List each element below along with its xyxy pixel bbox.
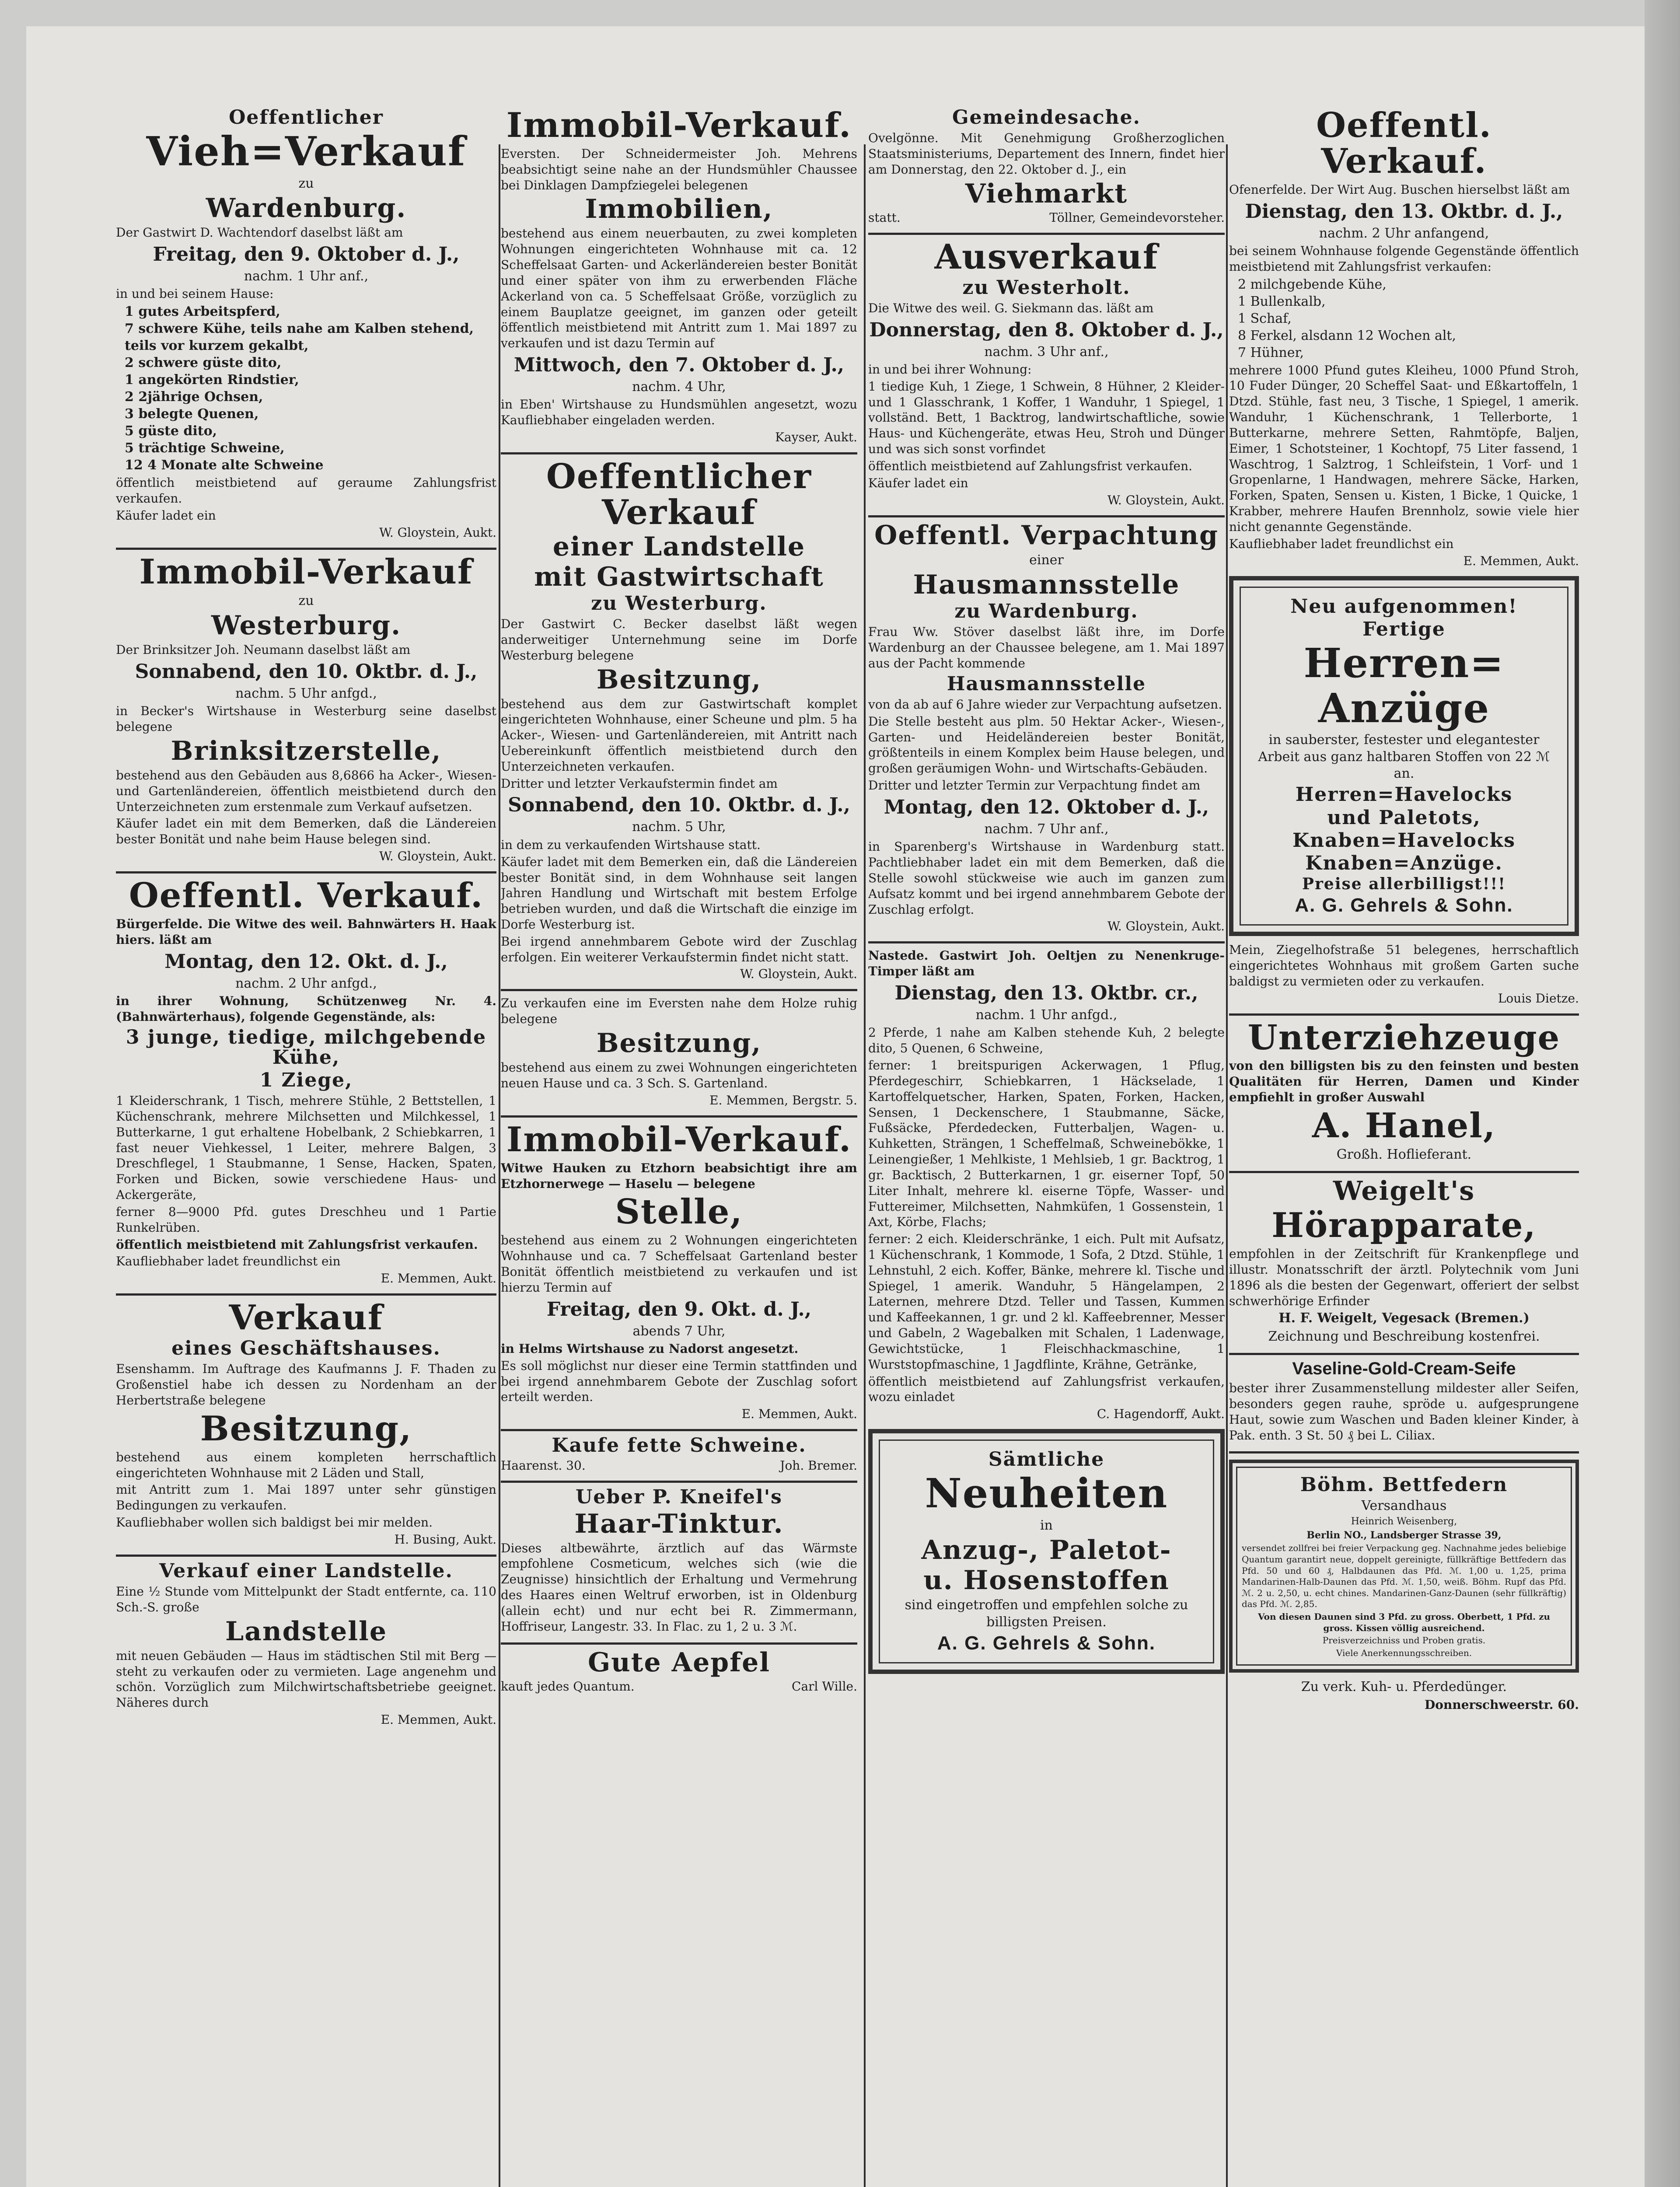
ad-text: öffentlich meistbietend auf Zahlungsfrist verkaufen. — [868, 458, 1193, 473]
ad-time: nachm. 2 Uhr anfgd., — [235, 975, 377, 991]
ad-text: Kaufliebhaber wollen sich baldigst bei mir melden. — [116, 1515, 433, 1530]
ad-hoerapparate — [1229, 1177, 1579, 1345]
ad-text: in Helms Wirtshause zu Nadorst angesetzt. — [501, 1341, 799, 1356]
ad-time: abends 7 Uhr, — [632, 1323, 726, 1339]
ad-gute-aepfel — [501, 1649, 857, 1694]
ad-text: Eine ½ Stunde vom Mittelpunkt der Stadt entfernte, ca. 110 Sch.-S. große — [116, 1584, 496, 1614]
ad-text: zu — [298, 593, 314, 608]
ad-text: mit neuen Gebäuden — Haus im städtischen Stil mit Berg — steht zu verkaufen oder zu vermieten. Lage angenehm und schön. Vorzüglich zum Milchwirtschaftsbetriebe geeignet. Näheres durch — [116, 1648, 496, 1710]
ad-title: Gemeindesache. — [952, 106, 1141, 129]
ad-text: bester ihrer Zusammenstellung mildester aller Seifen, besonders gegen rauhe, spröde u. aufgesprungene Haut, sowie zum Waschen und Baden kleiner Kinder, à Pak. enth. 3 St. 50 ₰ bei L. Ciliax. — [1229, 1381, 1579, 1443]
ad-text: sind eingetroffen und empfehlen solche zu billigsten Preisen. — [905, 1597, 1188, 1630]
ad-wohnhaus-dietze — [1229, 942, 1579, 1005]
ad-signature: H. Busing, Aukt. — [394, 1532, 496, 1547]
ad-subtitle: u. Hosenstoffen — [923, 1565, 1170, 1596]
ad-text: in und bei seinem Hause: — [116, 286, 274, 301]
list-item: 1 angekörten Rindstier, — [125, 372, 299, 388]
ad-kicker: Weigelt's — [1333, 1176, 1475, 1207]
ad-text: Der Brinksitzer Joh. Neumann daselbst läßt am — [116, 642, 411, 657]
ad-text: Von diesen Daunen sind 3 Pfd. zu gross. Oberbett, 1 Pfd. zu gross. Kissen völlig ausreichend. — [1258, 1611, 1550, 1633]
ad-time: nachm. 1 Uhr anf., — [244, 269, 369, 284]
divider — [501, 1642, 857, 1645]
ad-date: Montag, den 12. Oktober d. J., — [884, 796, 1209, 818]
list-item: 1 Bullenkalb, — [1238, 293, 1326, 309]
ad-text: in ihrer Wohnung, Schützenweg Nr. 4. (Bahnwärterhaus), folgende Gegenstände, als: — [116, 993, 496, 1024]
ad-signature: E. Memmen, Aukt. — [741, 1407, 857, 1422]
ad-signature: E. Memmen, Aukt. — [381, 1712, 496, 1727]
ad-place: Westerburg. — [211, 610, 401, 641]
ad-text: Dritter und letzter Termin zur Verpachtung findet am — [868, 778, 1201, 793]
ad-text: Der Gastwirt D. Wachtendorf daselbst läßt am — [116, 225, 403, 240]
ad-oeffentl-verkauf-ofenerfelde — [1229, 105, 1579, 568]
ad-kicker: Sämtliche — [988, 1448, 1105, 1471]
ad-date: Dienstag, den 13. Oktbr. d. J., — [1245, 200, 1563, 223]
list-item: 5 güste dito, — [125, 423, 217, 439]
ad-text: in — [1040, 1518, 1053, 1534]
list-item: 8 Ferkel, alsdann 12 Wochen alt, — [1238, 328, 1456, 343]
ad-subtitle: Versandhaus — [1361, 1498, 1447, 1513]
ad-highlight: 1 Ziege, — [259, 1069, 353, 1091]
ad-address: Berlin NO., Landsberger Strasse 39, — [1306, 1530, 1502, 1541]
ad-signature: W. Gloystein, Aukt. — [379, 849, 496, 863]
divider — [1229, 1451, 1579, 1453]
divider — [501, 989, 857, 991]
ad-text: bestehend aus den Gebäuden aus 8,6866 ha Acker-, Wiesen- und Gartenländereien, öffentlich meistbietend durch den Unterzeichneten zum erstenmale zum Verkauf aufsetzen. — [116, 768, 496, 814]
ad-subtitle: Anzug-, Paletot- — [921, 1535, 1172, 1566]
ad-text: Zeichnung und Beschreibung kostenfrei. — [1268, 1328, 1540, 1344]
divider — [116, 548, 496, 550]
ad-text: Witwe Hauken zu Etzhorn beabsichtigt ihre am Etzhornerwege — Haselu — belegene — [501, 1160, 857, 1191]
ad-text: Zu verkaufen eine im Eversten nahe dem Holze ruhig belegene — [501, 996, 857, 1027]
ad-subtitle: Knaben=Havelocks — [1292, 829, 1516, 852]
ad-subtitle: Hausmannsstelle — [913, 569, 1180, 600]
ad-date: Donnerstag, den 8. Oktober d. J., — [869, 318, 1224, 341]
ad-text: Ofenerfelde. Der Wirt Aug. Buschen hierselbst läßt am — [1229, 182, 1570, 197]
ad-date: Montag, den 12. Okt. d. J., — [164, 950, 448, 973]
ad-subtitle: Herren=Havelocks — [1295, 783, 1513, 806]
divider — [116, 1293, 496, 1296]
ad-signature: E. Memmen, Aukt. — [381, 1271, 496, 1286]
ad-kicker: Ueber P. Kneifel's — [576, 1486, 782, 1509]
ad-unterziehzeuge — [1229, 1017, 1579, 1163]
ad-text: ferner: 1 breitspurigen Ackerwagen, 1 Pflug, Pferdegeschirr, Schiebkarren, 1 Häckselade, 1 Kartoffelquetscher, Harken, Spaten, Forken, Hacken, Sensen, 1 Deckenschere, 1 Staubmanne, Säcke, Fußsäcke, Pferdedecken, Futterbaljen, Wagen- u. Kuhketten, Strängen, 1 Scheffelmaß, Schweinebökke, 1 Leinengießer, 1 Mehlkiste, 1 Mehlsieb, 1 gr. Backtrog, 1 gr. Backtisch, 2 Butterkarnen, 1 gr. eiserner Topf, 50 Liter Inhalt, mehrere kl. eiserne Töpfe, Wasser- und Futtereimer, Milchsetten, Nahmküfen, 1 Gossenstein, 1 Axt, Körbe, Flachs; — [868, 1058, 1225, 1230]
list-item: 2 milchgebende Kühe, — [1238, 276, 1387, 292]
ad-text: öffentlich meistbietend mit Zahlungsfrist verkaufen. — [116, 1237, 478, 1252]
ad-title: Hörapparate, — [1271, 1205, 1537, 1246]
ad-title: Oeffentl. Verpachtung — [874, 520, 1219, 551]
ad-duenger — [1229, 1679, 1579, 1712]
ad-vaseline-seife — [1229, 1359, 1579, 1443]
ad-oeffentl-verkauf-buergerfelde — [116, 878, 496, 1286]
ad-text: in dem zu verkaufenden Wirtshause statt. — [501, 837, 761, 852]
ad-signature: W. Gloystein, Aukt. — [740, 967, 857, 982]
ad-text: Ovelgönne. Mit Genehmigung Großherzoglichen Staatsministeriums, Departement des Innern, findet hier am Donnerstag, den 22. Oktober d. J., ein — [868, 131, 1225, 177]
divider — [501, 1481, 857, 1483]
ad-verkauf-geschaeftshaus — [116, 1300, 496, 1547]
ad-title: Vaseline-Gold-Cream-Seife — [1292, 1359, 1516, 1379]
ad-place: zu Westerburg. — [591, 592, 767, 615]
ad-object: Brinksitzerstelle, — [171, 735, 442, 766]
ad-text: in und bei ihrer Wohnung: — [868, 362, 1032, 377]
ad-title: Herren= — [1303, 639, 1505, 687]
divider — [501, 1429, 857, 1431]
ad-title: Gute Aepfel — [587, 1647, 771, 1678]
ad-signature: Louis Dietze. — [1498, 991, 1579, 1006]
ad-text: Viele Anerkennungsschreiben. — [1336, 1647, 1472, 1658]
ad-time: nachm. 4 Uhr, — [632, 379, 726, 395]
ad-place: Wardenburg. — [206, 193, 407, 224]
ad-text: in Becker's Wirtshause in Westerburg seine daselbst belegene — [116, 704, 496, 734]
ad-immobil-eversten — [501, 105, 857, 445]
divider — [501, 1115, 857, 1118]
ad-text: in sauberster, festester und elegantester Arbeit aus ganz haltbaren Stoffen von 22 ℳ an. — [1258, 732, 1550, 781]
ad-gemeindesache — [868, 108, 1225, 225]
ad-title: Verkauf einer Landstelle. — [159, 1559, 453, 1582]
ad-title: Unterziehzeuge — [1247, 1017, 1561, 1058]
ad-firm: A. Hanel, — [1312, 1105, 1496, 1146]
ad-text: 1 Kleiderschrank, 1 Tisch, mehrere Stühle, 2 Bettstellen, 1 Küchenschrank, mehrere Milchsetten und Milchkessel, 1 Butterkarne, 1 gut erhaltene Hobelbank, 2 Schiebkarren, 1 fast neuer Viehkessel, 1 Leiter, mehrere Balgen, 3 Dreschflegel, 1 Staubmanne, 1 Sense, Hacken, Spaten, Forken und Bicken, sowie verschiedene Haus- und Ackergeräte, — [116, 1094, 496, 1202]
ad-object: Viehmarkt — [965, 178, 1128, 209]
ad-title: Anzüge — [1318, 684, 1490, 732]
ad-title: Oeffentlicher Verkauf — [546, 457, 812, 532]
ad-title: Kaufe fette Schweine. — [552, 1434, 807, 1457]
ad-date: Dienstag, den 13. Oktbr. cr., — [894, 982, 1198, 1004]
list-item: 7 schwere Kühe, teils nahe am Kalben stehend, teils vor kurzem gekalbt, — [125, 321, 474, 354]
ad-text: Käufer ladet ein — [116, 508, 216, 523]
ad-object: Hausmannsstelle — [947, 672, 1146, 695]
ad-text: von den billigsten bis zu den feinsten und besten Qualitäten für Herren, Damen und Kinder empfiehlt in großer Auswahl — [1229, 1059, 1579, 1105]
ad-date: Mittwoch, den 7. Oktober d. J., — [513, 354, 845, 376]
ad-time: nachm. 3 Uhr anf., — [984, 344, 1109, 360]
ad-title: Verkauf — [229, 1298, 384, 1338]
ad-date: Sonnabend, den 10. Oktbr. d. J., — [508, 794, 850, 817]
ad-text: Dritter und letzter Verkaufstermin findet am — [501, 776, 778, 791]
ad-footer-row — [501, 1458, 857, 1473]
ad-highlight: 3 junge, tiedige, milchgebende Kühe, — [126, 1026, 487, 1069]
ad-title: Immobil-Verkauf — [139, 552, 473, 592]
divider — [1229, 1171, 1579, 1173]
ad-text: kauft jedes Quantum. — [501, 1679, 635, 1694]
ad-text: öffentlich meistbietend auf Zahlungsfrist verkaufen, wozu einladet — [868, 1374, 1225, 1404]
ad-kicker: Fertige — [1362, 618, 1446, 640]
column-2 — [501, 105, 857, 2187]
ad-text: bestehend aus einem kompleten herrschaftlich eingerichteten Wohnhause mit 2 Läden und Stall, — [116, 1450, 496, 1480]
list-item: 7 Hühner, — [1238, 345, 1304, 360]
column-4 — [1229, 105, 1579, 2187]
ad-signature: W. Gloystein, Aukt. — [379, 525, 496, 540]
list-item: 1 gutes Arbeitspferd, — [125, 304, 280, 320]
ad-text: Der Gastwirt C. Becker daselbst läßt wegen anderweitiger Unternehmung seine im Dorfe Westerburg belegene — [501, 617, 857, 663]
ad-text: versendet zollfrei bei freier Verpackung geg. Nachnahme jedes beliebige Quantum garantirt neue, doppelt gereinigte, füllkräftige Bettfedern das Pfd. 50 und 60 ₰, Halbdaunen das Pfd. ℳ. 1,00 u. 1,25, prima Mandarinen-Halb-Daunen das Pfd. ℳ. 1,50, weiß. Böhm. Rupf das Pfd. ℳ. 2 u. 2,50, u. echt chines. Mandarinen-Ganz-Daunen (sehr füllkräftig) das Pfd. ℳ. 2,85. — [1242, 1543, 1566, 1610]
ad-box-bettfedern — [1229, 1460, 1579, 1673]
ad-subtitle: Preise allerbilligst!!! — [1302, 875, 1506, 894]
ad-vieh-verkauf — [116, 108, 496, 540]
ad-title: Ausverkauf — [934, 237, 1159, 277]
ad-signature: Carl Wille. — [792, 1679, 857, 1694]
ad-text: von da ab auf 6 Jahre wieder zur Verpachtung aufsetzen. — [868, 697, 1222, 712]
ad-signature: C. Hagendorff, Aukt. — [1097, 1407, 1225, 1422]
ad-text: Nastede. Gastwirt Joh. Oeltjen zu Nenenkruge-Timper läßt am — [868, 948, 1225, 979]
ad-time: nachm. 5 Uhr, — [632, 819, 726, 835]
ad-firm: A. G. Gehrels & Sohn. — [937, 1632, 1156, 1654]
ad-text: bestehend aus dem zur Gastwirtschaft komplet eingerichteten Wohnhause, einer Scheune und plm. 5 ha Acker-, Wiesen- und Gartenländereien, mit Antritt nach Uebereinkunft öffentlich meistbietend durch den Unterzeichneten verkaufen. — [501, 696, 857, 774]
ad-address: Haarenst. 30. — [501, 1458, 586, 1473]
ad-firm: A. G. Gehrels & Sohn. — [1295, 894, 1513, 916]
ad-time: nachm. 7 Uhr anf., — [984, 821, 1109, 837]
column-rule — [499, 144, 500, 2187]
ad-text: Heinrich Weisenberg, — [1351, 1516, 1457, 1527]
list-item: 3 belegte Quenen, — [125, 406, 259, 422]
column-rule — [864, 144, 866, 2187]
ad-title: Neuheiten — [925, 1470, 1168, 1517]
ad-signature: E. Memmen, Bergstr. 5. — [709, 1093, 857, 1107]
ad-footer-row — [868, 210, 1225, 225]
divider — [116, 1555, 496, 1557]
divider — [1229, 1013, 1579, 1016]
ad-text: in Eben' Wirtshause zu Hundsmühlen angesetzt, wozu Kaufliebhaber eingeladen werden. — [501, 397, 857, 428]
column-3 — [868, 105, 1225, 2187]
ad-object: Landstelle — [225, 1616, 388, 1647]
ad-text: Eversten. Der Schneidermeister Joh. Mehrens beabsichtigt seine nahe an der Hundsmühler Chaussee bei Dinklagen Dampfziegelei belegenen — [501, 146, 857, 192]
ad-text: bestehend aus einem zu 2 Wohnungen eingerichteten Wohnhause und ca. 7 Scheffelsaat Gartenland bester Bonität öffentlich meistbietend zu verkaufen und ist hierzu Termin auf — [501, 1233, 857, 1295]
ad-title: Immobil-Verkauf. — [506, 105, 852, 145]
ad-place: zu Westerholt. — [962, 276, 1131, 299]
ad-subtitle: eines Geschäftshauses. — [171, 1337, 441, 1360]
ad-title: Oeffentl. Verkauf. — [1316, 105, 1492, 181]
ad-nastede-verkauf — [868, 948, 1225, 1421]
ad-date: Freitag, den 9. Okt. d. J., — [546, 1298, 812, 1321]
ad-immobil-etzhorn — [501, 1119, 857, 1422]
ad-verkauf-landstelle — [116, 1561, 496, 1727]
divider — [1229, 1353, 1579, 1355]
ad-firm: H. F. Weigelt, Vegesack (Bremen.) — [1278, 1310, 1530, 1326]
ad-text: zu — [298, 175, 314, 191]
divider — [501, 452, 857, 454]
ad-object: Besitzung, — [596, 1028, 762, 1059]
ad-text: einer — [1029, 552, 1064, 568]
ad-text: Käufer ladet ein — [868, 475, 968, 490]
ad-text: öffentlich meistbietend auf geraume Zahlungsfrist verkaufen. — [116, 475, 496, 506]
ad-subtitle: Knaben=Anzüge. — [1305, 852, 1503, 874]
ad-text: Kaufliebhaber ladet freundlichst ein — [1229, 536, 1454, 551]
ad-object: Besitzung, — [200, 1408, 412, 1449]
ad-text: bestehend aus einem neuerbauten, zu zwei kompleten Wohnungen eingerichteten Wohnhause mit ca. 12 Scheffelsaat Garten- und Ackerländereien bester Bonität und einer später von ihm zu erwerbenden Fläche Ackerland von ca. 5 Scheffelsaat Größe, vorzüglich zu einem Bauplatze geeignet, im ganzen oder geteilt öffentlich meistbietend mit Antritt zum 1. Mai 1897 zu verkaufen und ist dazu Termin auf — [501, 226, 857, 351]
divider — [868, 233, 1225, 235]
ad-text: bei seinem Wohnhause folgende Gegenstände öffentlich meistbietend mit Zahlungsfrist verkaufen: — [1229, 244, 1579, 274]
ad-title: Vieh=Verkauf — [146, 128, 466, 175]
ad-text: Es soll möglichst nur dieser eine Termin stattfinden und bei irgend annehmbarem Gebote der Zuschlag sofort erteilt werden. — [501, 1358, 857, 1404]
ad-landstelle-gastwirtschaft — [501, 459, 857, 981]
ad-subtitle: einer Landstelle — [552, 531, 806, 562]
ad-text: statt. — [868, 210, 901, 225]
ad-ausverkauf-westerholt — [868, 239, 1225, 507]
ad-text: bestehend aus einem zu zwei Wohnungen eingerichteten neuen Hause und ca. 3 Sch. S. Gartenland. — [501, 1060, 857, 1090]
ad-kicker: Neu aufgenommen! — [1290, 595, 1518, 618]
ad-text: ferner 8—9000 Pfd. gutes Dreschheu und 1 Partie Runkelrüben. — [116, 1204, 496, 1235]
ad-footer-row — [501, 1679, 857, 1694]
ad-object: Immobilien, — [585, 194, 773, 225]
ad-text: mehrere 1000 Pfund gutes Kleiheu, 1000 Pfund Stroh, 10 Fuder Dünger, 20 Scheffel Saat- und Eßkartoffeln, 1 Dtzd. Stühle, fast neu, 3 Tische, 1 Spiegel, 1 amerik. Wanduhr, 1 Küchenschrank, 1 Tellerborte, 1 Butterkarne, mehrere Setten, Rahmtöpfe, Baljen, Eimer, 1 Schotsteiner, 1 Kochtopf, 75 Liter fassend, 1 Waschtrog, 1 Salztrog, 1 Schleifstein, 1 Vorf- und 1 Gropenlarne, 1 Handwagen, mehrere Säcke, Harken, Forken, Spaten, Sensen u. Kisten, 1 Bicke, 1 Quicke, 1 Krabber, mehrere Haufen Brennholz, sowie viele hier nicht genannte Gegenstände. — [1229, 363, 1579, 534]
ad-text: Esenshamm. Im Auftrage des Kaufmanns J. F. Thaden zu Großenstiel habe ich dessen zu Nordenham an der Herbertstraße belegene — [116, 1362, 496, 1408]
ad-signature: E. Memmen, Aukt. — [1463, 553, 1579, 568]
ad-title: Immobil-Verkauf. — [506, 1119, 852, 1160]
ad-signature: W. Gloystein, Aukt. — [1107, 493, 1225, 507]
ad-subtitle: und Paletots, — [1327, 806, 1481, 829]
ad-text: Käufer ladet ein mit dem Bemerken, daß die Ländereien bester Bonität und nahe beim Hause belegen sind. — [116, 816, 496, 847]
ad-besitzung-eversten — [501, 996, 857, 1107]
ad-text: ferner: 2 eich. Kleiderschränke, 1 eich. Pult mit Aufsatz, 1 Küchenschrank, 1 Kommode, 1 Sofa, 2 Dtzd. Stühle, 1 Lehnstuhl, 2 eich. Koffer, Bänke, mehrere kl. Tische und Spiegel, 1 amerik. Wanduhr, 5 Hängelampen, 2 Laternen, mehrere Dtzd. Teller und Tassen, Kummen und Kaffeekannen, 1 gr. und 2 kl. Kaffeebrenner, Messer und Gabeln, 2 Wagebalken mit Schalen, 1 Ladenwage, Gewichtstücke, 1 Fleischhackmaschine, 1 Wurststopfmaschine, 1 Jagdflinte, Krähne, Getränke, — [868, 1232, 1225, 1372]
ad-text: Bürgerfelde. Die Witwe des weil. Bahnwärters H. Haak hiers. läßt am — [116, 916, 496, 947]
ad-text: 2 Pferde, 1 nahe am Kalben stehende Kuh, 2 belegte dito, 5 Quenen, 6 Schweine, — [868, 1025, 1225, 1056]
ad-kicker: Oeffentlicher — [229, 106, 384, 129]
ad-text: Preisverzeichniss und Proben gratis. — [1322, 1635, 1486, 1646]
ad-text: Kaufliebhaber ladet freundlichst ein — [116, 1254, 341, 1269]
list-item: 12 4 Monate alte Schweine — [125, 458, 324, 473]
ad-text: Mein, Ziegelhofstraße 51 belegenes, herrschaftlich eingerichtetes Wohnhaus mit großem Garten suche baldigst zu vermieten oder zu verkaufen. — [1229, 943, 1579, 989]
list-item: 1 Schaf, — [1238, 311, 1292, 326]
ad-text: Bei irgend annehmbarem Gebote wird der Zuschlag erfolgen. Ein weiterer Verkaufstermin findet nicht statt. — [501, 934, 857, 964]
divider — [116, 871, 496, 873]
ad-box-neuheiten — [868, 1429, 1225, 1674]
ad-text: Die Stelle besteht aus plm. 50 Hektar Acker-, Wiesen-, Garten- und Heideländereien bester Bonität, größtenteils in einem Komplex beim Hause belegen, und großen geräumigen Wohn- und Wirtschafts-Gebäuden. — [868, 714, 1225, 776]
ad-place: zu Wardenburg. — [954, 600, 1139, 622]
ad-text: Großh. Hoflieferant. — [1336, 1146, 1472, 1162]
ad-signature: Töllner, Gemeindevorsteher. — [1049, 210, 1225, 225]
ad-signature: Joh. Bremer. — [780, 1458, 857, 1473]
ad-text: Zu verk. Kuh- u. Pferdedünger. — [1301, 1679, 1507, 1695]
ad-time: nachm. 1 Uhr anfgd., — [975, 1007, 1118, 1023]
ad-text: Dieses altbewährte, ärztlich auf das Wärmste empfohlene Cosmeticum, welches sich (wie die Zeugnisse) hinsichtlich der Erhaltung und Vermehrung des Haares einen Weltruf erworben, ist in Oldenburg (allein echt) und nur echt bei R. Zimmermann, Hoffriseur, Langestr. 33. In Flac. zu 1, 2 u. 3 ℳ. — [501, 1541, 857, 1634]
divider — [868, 515, 1225, 517]
ad-text: 1 tiedige Kuh, 1 Ziege, 1 Schwein, 8 Hühner, 2 Kleider- und 1 Glasschrank, 1 Koffer, 1 Wanduhr, 1 Spiegel, 1 vollständ. Bett, 1 Backtrog, landwirtschaftliche, sowie Haus- und Küchengeräte, etwas Heu, Stroh und Dünger und was sich sonst vorfindet — [868, 379, 1225, 457]
ad-address: Donnerschweerstr. 60. — [1425, 1697, 1579, 1712]
ad-box-herren-anzuege — [1229, 576, 1579, 936]
ad-time: nachm. 5 Uhr anfgd., — [235, 685, 377, 701]
list-item: 5 trächtige Schweine, — [125, 440, 285, 456]
page-spine — [1645, 0, 1680, 2187]
ad-title: Böhm. Bettfedern — [1300, 1473, 1508, 1496]
ad-kaufe-schweine — [501, 1436, 857, 1473]
ad-signature: W. Gloystein, Aukt. — [1107, 919, 1225, 934]
ad-time: nachm. 2 Uhr anfangend, — [1319, 225, 1489, 241]
ad-date: Sonnabend, den 10. Oktbr. d. J., — [135, 660, 478, 683]
ad-title: Oeffentl. Verkauf. — [129, 876, 484, 915]
divider — [868, 941, 1225, 943]
column-1 — [116, 105, 496, 2187]
ad-text: empfohlen in der Zeitschrift für Krankenpflege und illustr. Monatsschrift der ärztl. Polytechnik vom Juni 1896 als die besten der Gegenwart, offeriert der selbst schwerhörige Erfinder — [1229, 1247, 1579, 1308]
ad-text: Die Witwe des weil. G. Siekmann das. läßt am — [868, 300, 1154, 315]
ad-object: Stelle, — [615, 1192, 743, 1232]
ad-text: Käufer ladet mit dem Bemerken ein, daß die Ländereien bester Bonität sind, in dem Wohnhause seit langen Jahren Handlung und Wirtschaft mit bestem Erfolge betrieben wurden, und daß die Wirtschaft die einzige im Dorfe Westerburg ist. — [501, 854, 857, 932]
ad-text: Frau Ww. Stöver daselbst läßt ihre, im Dorfe Wardenburg an der Chaussee belegene, am 1. Mai 1897 aus der Pacht kommende — [868, 625, 1225, 671]
ad-title: Haar-Tinktur. — [574, 1508, 784, 1539]
list-item: 2 schwere güste dito, — [125, 355, 282, 371]
ad-subtitle: mit Gastwirtschaft — [534, 561, 824, 592]
ad-immobil-westerburg — [116, 554, 496, 863]
ad-signature: Kayser, Aukt. — [775, 430, 857, 445]
ad-verpachtung-wardenburg — [868, 522, 1225, 934]
list-item: 2 2jährige Ochsen, — [125, 389, 263, 405]
ad-haar-tinktur — [501, 1487, 857, 1634]
ad-text: mit Antritt zum 1. Mai 1897 unter sehr günstigen Bedingungen zu verkaufen. — [116, 1482, 496, 1513]
ad-object: Besitzung, — [596, 664, 762, 695]
ad-text: in Sparenberg's Wirtshause in Wardenburg statt. Pachtliebhaber ladet ein mit dem Bemerken, daß die Stelle sowohl stückweise wie auch im ganzen zum Aufsatz kommt und bei irgend annehmbarem Gebote der Zuschlag erfolgt. — [868, 839, 1225, 917]
ad-date: Freitag, den 9. Oktober d. J., — [153, 243, 460, 266]
column-rule — [1226, 144, 1228, 2187]
